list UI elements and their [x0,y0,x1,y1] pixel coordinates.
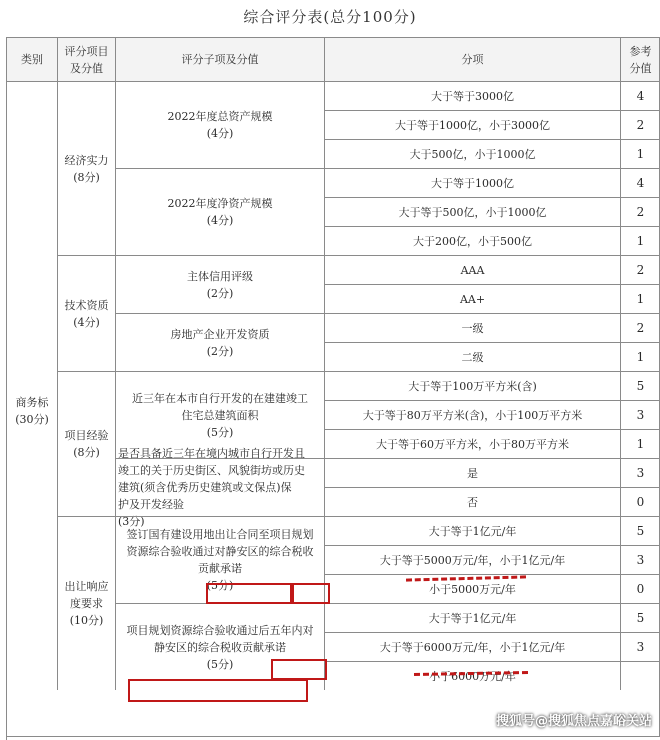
header-category: 类别 [6,37,57,81]
item-tech: 技术资质 (4分) [57,255,115,371]
option-cell: 一级 [324,313,620,342]
option-cell: 小于5000万元/年 [324,574,620,603]
score-cell: 3 [620,545,660,574]
score-cell: 1 [620,139,660,168]
header-option: 分项 [324,37,620,81]
option-cell: 大于等于1000亿 [324,168,620,197]
subitem-built-area: 近三年在本市自行开发的在建建竣工 住宅总建筑面积 (5分) [115,371,324,458]
option-cell: AAA [324,255,620,284]
option-cell: 小于6000万元/年 [324,661,620,690]
header-ref: 参考 分值 [620,37,660,81]
score-cell: 3 [620,632,660,661]
item-commitment: 出让响应 度要求 (10分) [57,516,115,690]
option-cell: 大于等于80万平方米(含)，小于100万平方米 [324,400,620,429]
option-cell: 大于等于5000万元/年，小于1亿元/年 [324,545,620,574]
score-cell: 5 [620,371,660,400]
score-cell: 4 [620,81,660,110]
score-cell: 0 [620,574,660,603]
option-cell: 大于等于6000万元/年，小于1亿元/年 [324,632,620,661]
score-cell: 2 [620,255,660,284]
option-cell: 大于等于1000亿，小于3000亿 [324,110,620,139]
item-economic: 经济实力 (8分) [57,81,115,255]
score-cell: 2 [620,110,660,139]
option-cell: 大于等于60万平方米，小于80万平方米 [324,429,620,458]
score-cell: 4 [620,168,660,197]
option-cell: 大于200亿，小于500亿 [324,226,620,255]
option-cell: 大于等于3000亿 [324,81,620,110]
option-cell: 大于500亿，小于1000亿 [324,139,620,168]
category-business: 商务标 (30分) [6,81,57,740]
option-cell: AA+ [324,284,620,313]
option-cell: 大于等于1亿元/年 [324,603,620,632]
header-subitem: 评分子项及分值 [115,37,324,81]
subitem-heritage: 是否具备近三年在境内城市自行开发且 竣工的关于历史街区、风貌街坊或历史 建筑(须含优秀历史建筑或文保点)保 护及开发经验 (3分) [115,458,324,516]
watermark: 搜狐号@搜狐焦点嘉峪关站 [495,714,652,729]
option-cell: 否 [324,487,620,516]
score-cell: 2 [620,313,660,342]
score-cell: 1 [620,429,660,458]
score-cell: 1 [620,342,660,371]
subitem-tax-commit-1: 签订国有建设用地出让合同至项目规划 资源综合验收通过对静安区的综合税收 贡献承诺 (5分) [115,516,324,603]
score-cell: 3 [620,458,660,487]
header-item: 评分项目 及分值 [57,37,115,81]
option-cell: 大于等于1亿元/年 [324,516,620,545]
option-cell: 大于等于500亿，小于1000亿 [324,197,620,226]
item-project: 项目经验 (8分) [57,371,115,516]
score-cell: 1 [620,226,660,255]
score-cell: 2 [620,197,660,226]
option-cell: 二级 [324,342,620,371]
score-cell: 5 [620,516,660,545]
score-cell: 0 [620,487,660,516]
score-cell: 1 [620,284,660,313]
score-cell: 5 [620,603,660,632]
subitem-tax-commit-2: 项目规划资源综合验收通过后五年内对 静安区的综合税收贡献承诺 (5分) [115,603,324,690]
page-title: 综合评分表(总分100分) [243,8,417,26]
subitem-net-assets: 2022年度净资产规模 (4分) [115,168,324,255]
subitem-qualification: 房地产企业开发资质 (2分) [115,313,324,371]
score-cell [620,661,660,690]
option-cell: 大于等于100万平方米(含) [324,371,620,400]
subitem-total-assets: 2022年度总资产规模 (4分) [115,81,324,168]
option-cell: 是 [324,458,620,487]
score-cell: 3 [620,400,660,429]
subitem-credit: 主体信用评级 (2分) [115,255,324,313]
